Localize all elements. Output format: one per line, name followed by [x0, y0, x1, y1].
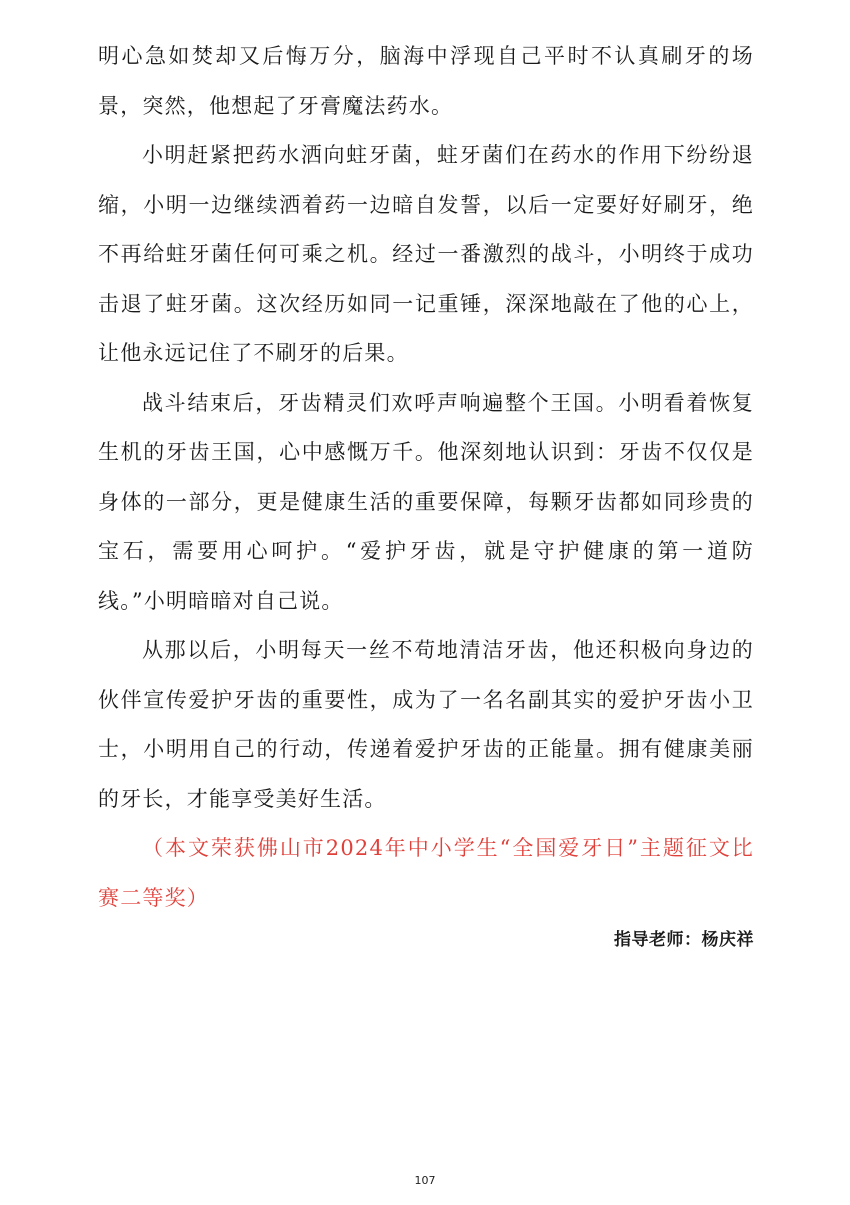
paragraph-continuation: 明心急如焚却又后悔万分，脑海中浮现自己平时不认真刷牙的场景，突然，他想起了牙膏魔法药水。: [98, 44, 754, 118]
paragraph-conclusion: 从那以后，小明每天一丝不苟地清洁牙齿，他还积极向身边的伙伴宣传爱护牙齿的重要性，成为了一名名副其实的爱护牙齿小卫士，小明用自己的行动，传递着爱护牙齿的正能量。拥有健康美丽的牙长，才能享受美好生活。: [98, 638, 754, 811]
award-note: （本文荣获佛山市2024年中小学生“全国爱牙日”主题征文比赛二等奖）: [98, 836, 754, 910]
page-number: 107: [414, 1174, 436, 1187]
paragraph-after-battle: 战斗结束后，牙齿精灵们欢呼声响遍整个王国。小明看着恢复生机的牙齿王国，心中感慨万千。他深刻地认识到：牙齿不仅仅是身体的一部分，更是健康生活的重要保障，每颗牙齿都如同珍贵的宝石，需要用心呵护。“爱护牙齿，就是守护健康的第一道防线。”小明暗暗对自己说。: [98, 390, 754, 613]
paragraph-battle: 小明赶紧把药水洒向蛀牙菌，蛀牙菌们在药水的作用下纷纷退缩，小明一边继续洒着药一边暗自发誓，以后一定要好好刷牙，绝不再给蛀牙菌任何可乘之机。经过一番激烈的战斗，小明终于成功击退了蛀牙菌。这次经历如同一记重锤，深深地敲在了他的心上，让他永远记住了不刷牙的后果。: [98, 143, 754, 365]
teacher-credit: 指导老师：杨庆祥: [614, 930, 754, 950]
document-body: [98, 32, 754, 955]
